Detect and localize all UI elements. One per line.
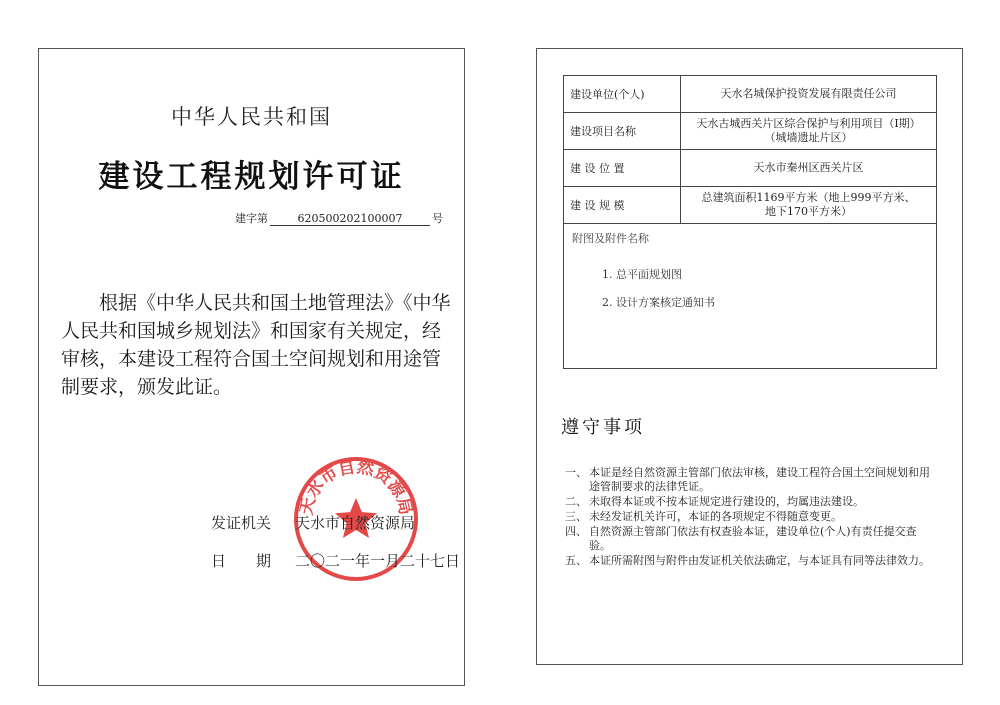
svg-text:天水市自然资源局: 天水市自然资源局 [296,457,416,517]
row-label: 建 设 位 置 [564,150,681,187]
attachment-item: 1. 总平面规划图 [602,268,682,281]
table-row [564,187,937,224]
issuer-row [211,512,415,533]
row-value: 天水市秦州区西关片区 [681,150,937,187]
cert-prefix: 建字第 [235,212,268,225]
attachment-item: 2. 设计方案核定通知书 [602,296,715,309]
attachments-cell [564,224,937,369]
certificate-title: 建设工程规划许可证 [98,159,405,195]
cert-suffix: 号 [432,212,443,225]
table-row [564,113,937,150]
notice-item [565,554,935,568]
date-value: 二〇二一年一月二十七日 [295,552,461,570]
table-row [564,150,937,187]
project-info-table [563,75,937,369]
row-value: 总建筑面积1169平方米（地上999平方米、 地下170平方米） [681,187,937,224]
notice-item [565,466,935,494]
notice-number: 五、 [565,554,587,567]
row-label: 建设项目名称 [564,113,681,150]
attachments-title: 附图及附件名称 [572,232,649,245]
row-label: 建 设 规 模 [564,187,681,224]
issuer-value: 天水市自然资源局 [295,514,416,532]
notice-number: 二、 [565,495,587,508]
certificate-number-line [235,210,443,226]
country-name: 中华人民共和国 [171,105,332,129]
row-value: 天水古城西关片区综合保护与利用项目（I期） （城墙遗址片区） [681,113,937,150]
date-label: 日期 [211,552,302,570]
notice-text: 未经发证机关许可，本证的各项规定不得随意变更。 [589,510,842,523]
cert-number: 620500202100007 [270,212,430,226]
notice-text: 自然资源主管部门依法有权查验本证，建设单位(个人)有责任提交查验。 [589,525,917,552]
certificate-left-page [38,48,465,686]
notice-number: 三、 [565,510,587,523]
table-row [564,76,937,113]
notice-title: 遵守事项 [561,417,645,438]
notice-number: 一、 [565,466,587,479]
issuer-label: 发证机关 [211,514,272,532]
notice-item [565,495,935,509]
notice-item [565,525,935,553]
attachments-row [564,224,937,369]
notice-text: 本证是经自然资源主管部门依法审核，建设工程符合国土空间规划和用途管制要求的法律凭证。 [589,466,930,493]
row-value: 天水名城保护投资发展有限责任公司 [681,76,937,113]
notice-text: 未取得本证或不按本证规定进行建设的，均属违法建设。 [589,495,864,508]
notice-number: 四、 [565,525,587,538]
notice-text: 本证所需附图与附件由发证机关依法确定，与本证具有同等法律效力。 [589,554,930,567]
certificate-body-text: 根据《中华人民共和国土地管理法》《中华人民共和国城乡规划法》和国家有关规定，经审核，本建设工程符合国土空间规划和用途管制要求，颁发此证。 [61,292,451,398]
certificate-right-page [536,48,963,665]
row-label: 建设单位(个人) [564,76,681,113]
notice-item [565,510,935,524]
date-row [211,550,460,571]
notice-list [565,466,935,569]
